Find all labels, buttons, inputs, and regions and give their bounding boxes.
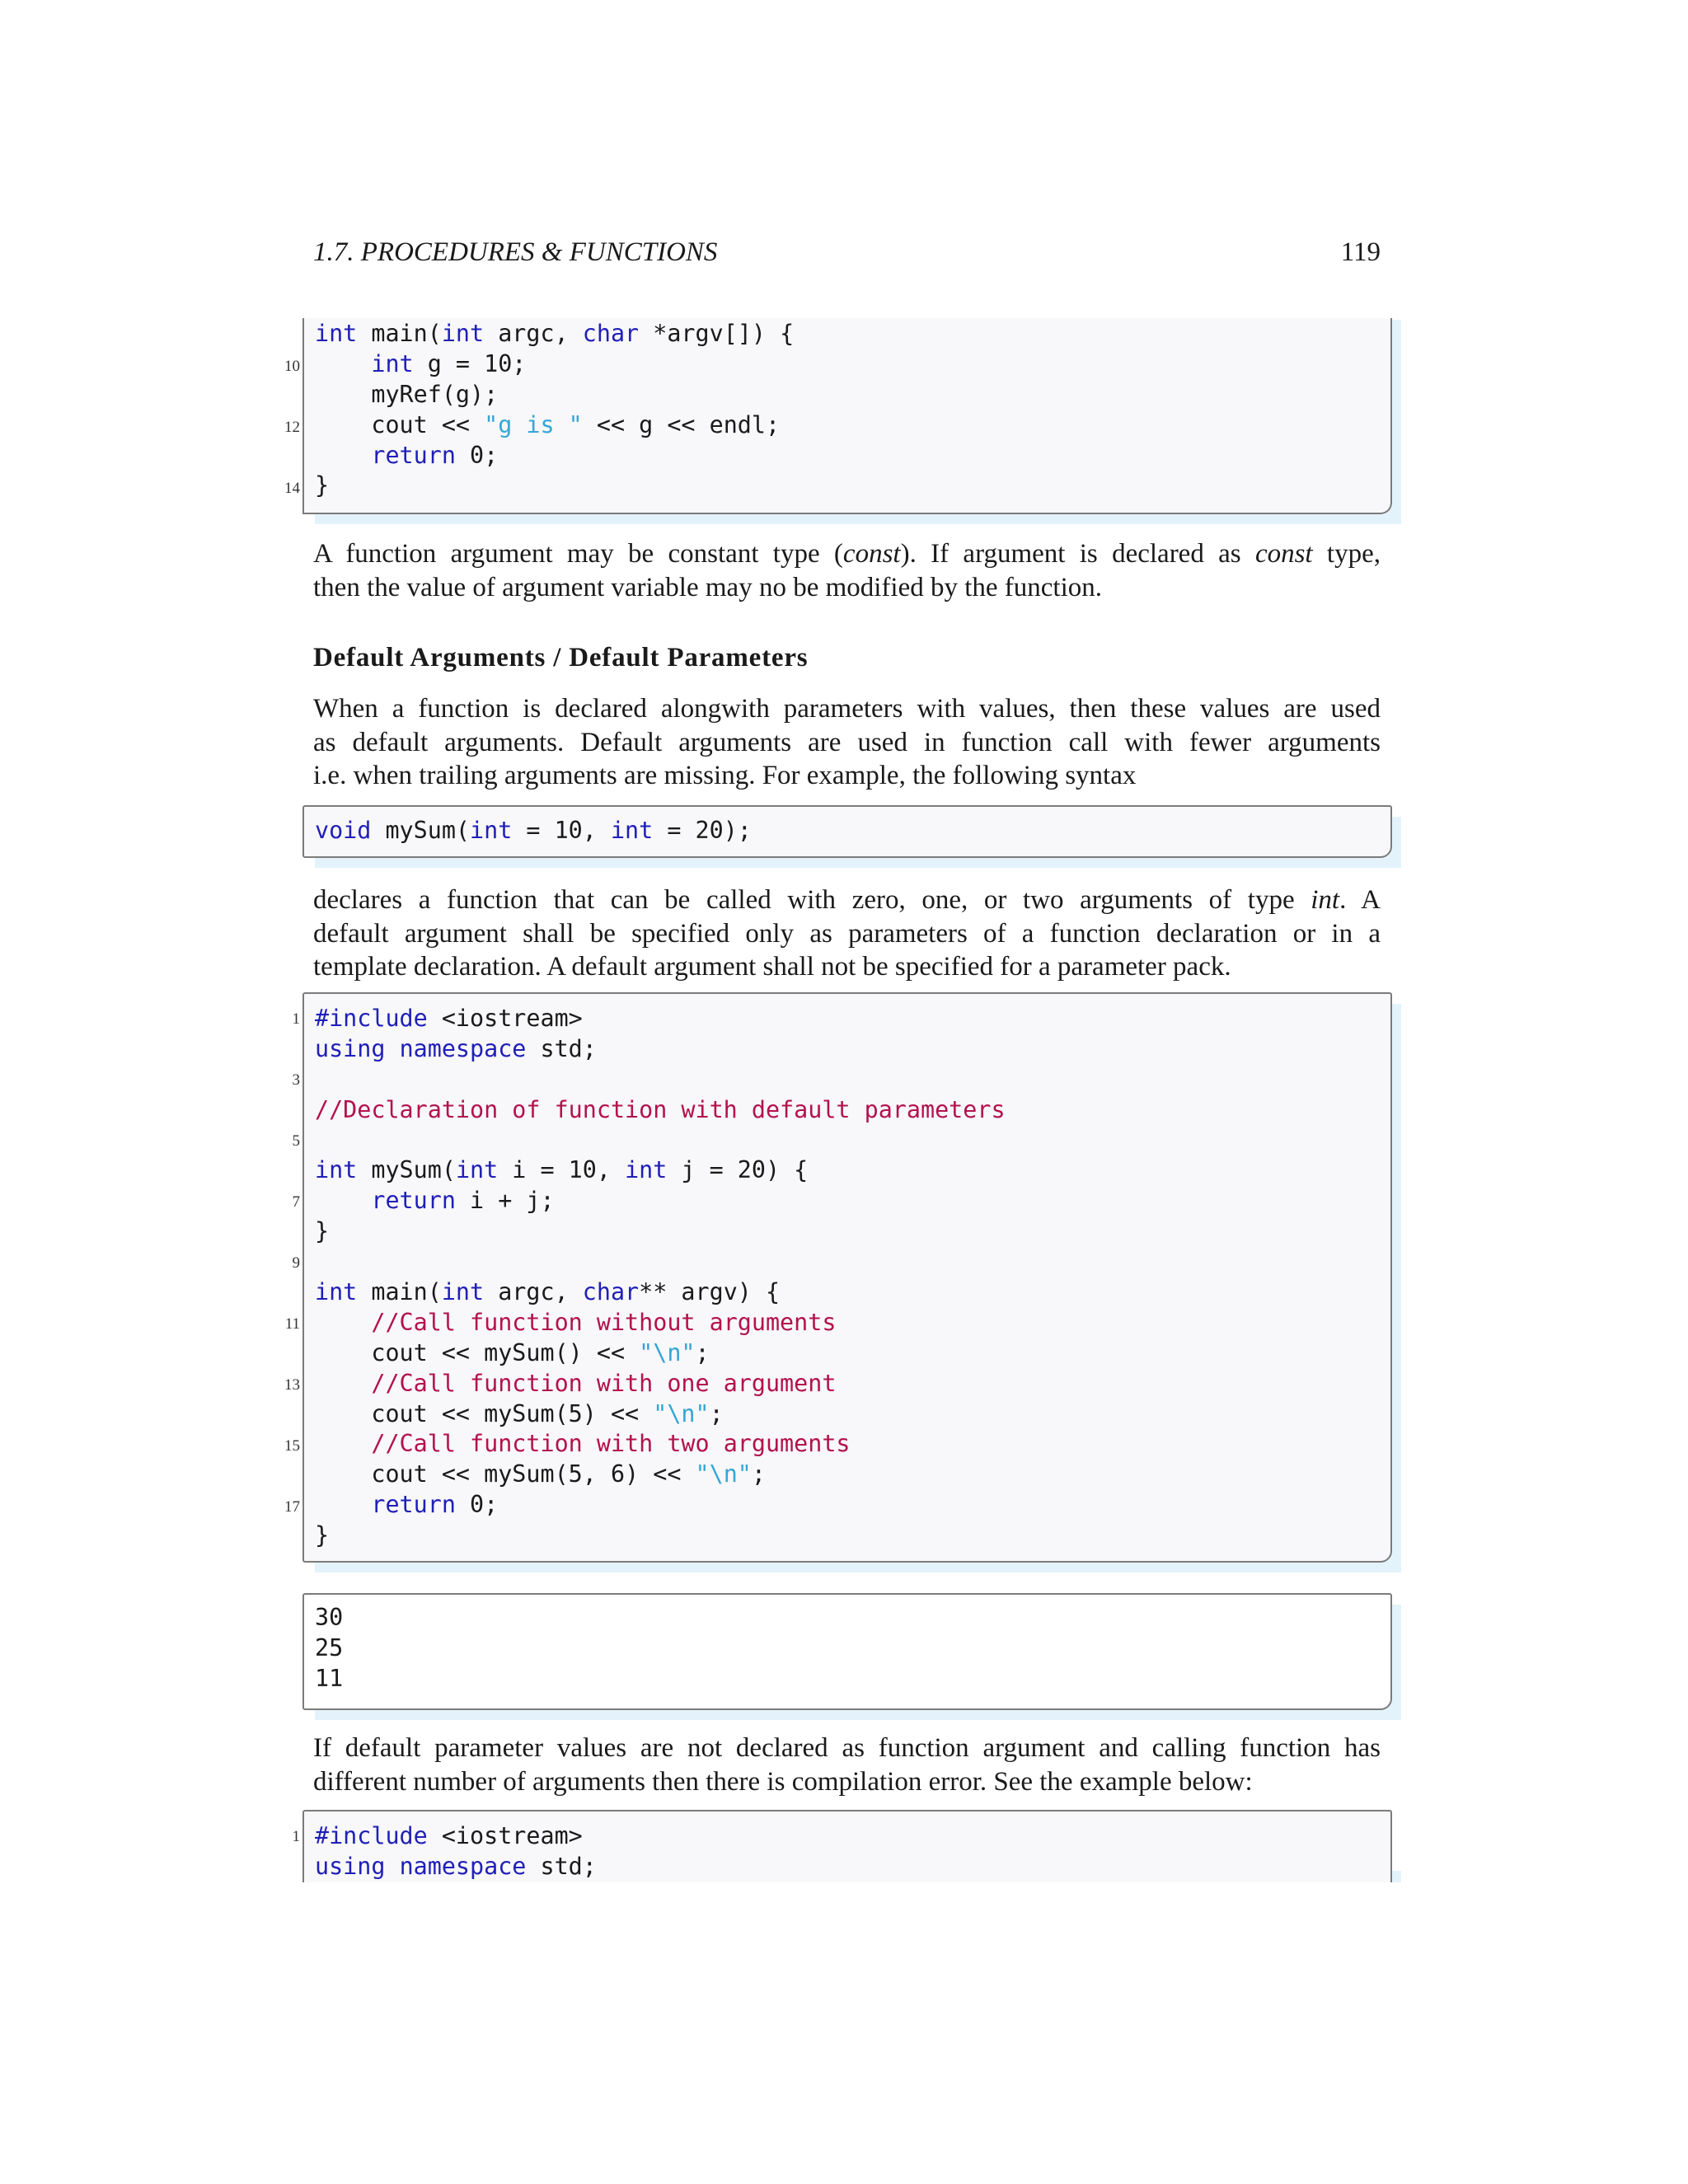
code-string: "\n": [639, 1338, 696, 1366]
code-keyword: return: [371, 1187, 456, 1215]
code-line: [315, 380, 794, 410]
code-token: ;: [709, 1399, 724, 1427]
line-number: 12: [284, 419, 300, 436]
code-string: "\n": [653, 1399, 710, 1427]
text-run: declares a function that can be called with zero, one, or two arguments of type: [313, 885, 1311, 915]
code-keyword: return: [371, 441, 456, 469]
code-token: myRef(g);: [315, 380, 499, 408]
text-run: ). If argument is declared as: [900, 539, 1255, 569]
code-text-listing2: [315, 816, 752, 846]
code-token: }: [315, 471, 330, 499]
paragraph-const-arguments: [313, 537, 1381, 604]
line-number: 14: [284, 480, 300, 497]
line-numbers-listing1: [272, 318, 300, 514]
code-line: [315, 1004, 1006, 1034]
code-token: ** argv) {: [639, 1278, 781, 1306]
code-line: [315, 441, 794, 471]
code-line: [315, 1126, 1006, 1156]
code-token: mySum(: [371, 817, 471, 844]
code-line: [315, 1155, 1006, 1186]
text-run: type,: [1312, 539, 1381, 569]
code-token: j = 20) {: [667, 1156, 809, 1184]
program-output-box: [302, 1593, 1392, 1710]
code-keyword: void: [315, 817, 372, 844]
code-line: [315, 1308, 1006, 1338]
code-token: argc,: [484, 320, 583, 347]
code-token: [315, 350, 371, 377]
code-token: 25: [315, 1633, 344, 1661]
code-token: [315, 1309, 371, 1336]
text-run-italic: const: [842, 539, 901, 569]
code-token: [315, 1491, 371, 1518]
code-keyword: int: [441, 1278, 485, 1306]
line-number: 15: [284, 1437, 300, 1455]
text-run: . A: [1339, 885, 1381, 915]
paragraph-default-arguments-intro: [313, 692, 1381, 793]
code-line: [315, 1034, 1006, 1065]
code-line: [315, 1216, 1006, 1247]
code-token: }: [315, 1217, 330, 1245]
code-line: [315, 1277, 1006, 1308]
code-token: *argv[]) {: [639, 320, 795, 347]
code-keyword: int: [470, 817, 513, 844]
code-line: [315, 349, 794, 380]
code-line: [315, 410, 794, 441]
code-token: = 20);: [653, 817, 752, 844]
code-line: [315, 1247, 1006, 1277]
code-line: [315, 1338, 1006, 1369]
code-token: ;: [751, 1460, 766, 1488]
code-keyword: char: [582, 320, 640, 347]
code-keyword: namespace: [399, 1034, 527, 1062]
code-string: "\n": [695, 1460, 752, 1488]
subsection-heading: Default Arguments / Default Parameters: [313, 643, 809, 673]
code-line: [315, 816, 752, 846]
code-keyword: char: [582, 1278, 640, 1306]
code-token: main(: [357, 1278, 442, 1306]
code-token: argc,: [484, 1278, 583, 1306]
running-head: [313, 237, 1381, 274]
code-keyword: #include: [315, 1822, 428, 1849]
section-title: 1.7. PROCEDURES & FUNCTIONS: [313, 237, 718, 267]
code-keyword: using: [315, 1852, 386, 1880]
code-keyword: namespace: [399, 1852, 527, 1880]
line-number: 3: [292, 1071, 300, 1089]
code-keyword: int: [315, 320, 358, 347]
code-token: [385, 1853, 399, 1880]
text-run: A function argument may be constant type (: [313, 539, 843, 569]
line-number: 17: [284, 1498, 300, 1516]
text-line: template declaration. A default argument shall not be specified for a parameter pack.: [313, 952, 1231, 982]
program-output-text: [315, 1603, 343, 1694]
code-keyword: #include: [315, 1005, 428, 1032]
text-line: When a function is declared alongwith parameters with values, then these values are used: [313, 694, 1381, 724]
code-comment: //Call function without arguments: [371, 1308, 837, 1336]
code-token: cout << mySum() <<: [315, 1338, 640, 1366]
code-line: [315, 1065, 1006, 1095]
code-token: mySum(: [357, 1156, 456, 1184]
code-line: [315, 1369, 1006, 1399]
code-keyword: int: [610, 817, 654, 844]
paragraph-compilation-error: [313, 1732, 1381, 1798]
code-token: [385, 1035, 399, 1062]
text-line: as default arguments. Default arguments are used in function call with fewer arguments: [313, 727, 1381, 757]
line-number: 1: [292, 1828, 300, 1845]
code-keyword: using: [315, 1034, 386, 1062]
code-line: [315, 1633, 343, 1664]
line-number: 13: [284, 1376, 300, 1394]
code-token: main(: [357, 320, 442, 347]
code-token: [315, 442, 371, 469]
code-line: [315, 1186, 1006, 1216]
code-token: i = 10,: [498, 1156, 626, 1184]
text-line: default argument shall be specified only as parameters of a function declaration or in a: [313, 918, 1381, 949]
code-token: 30: [315, 1604, 344, 1631]
code-keyword: int: [455, 1156, 499, 1184]
paragraph-default-arguments-rules: [313, 883, 1381, 984]
code-token: 11: [315, 1664, 344, 1692]
line-number: 11: [284, 1315, 300, 1333]
code-text-listing3: [315, 1004, 1006, 1551]
code-token: g = 10;: [413, 349, 527, 377]
line-numbers-listing4: [272, 1810, 300, 1882]
code-token: }: [315, 1521, 330, 1549]
code-token: cout << mySum(5, 6) <<: [315, 1460, 696, 1488]
code-line: [315, 471, 794, 501]
code-line: [315, 1490, 1006, 1521]
code-token: [315, 1370, 371, 1397]
code-line: [315, 319, 794, 349]
code-line: [315, 1095, 1006, 1126]
code-line: [315, 1664, 343, 1694]
text-run-italic: const: [1254, 539, 1313, 569]
line-number: 5: [292, 1132, 300, 1150]
code-line: [315, 1603, 343, 1633]
text-run-italic: int: [1311, 885, 1340, 915]
text-line: i.e. when trailing arguments are missing. For example, the following syntax: [313, 761, 1137, 790]
line-number: 10: [284, 358, 300, 375]
code-token: <iostream>: [427, 1005, 583, 1032]
code-keyword: return: [371, 1491, 456, 1519]
code-comment: //Declaration of function with default parameters: [315, 1095, 1006, 1123]
code-token: 0;: [455, 441, 499, 469]
code-text-listing1: [315, 319, 794, 501]
code-line: [315, 1399, 1006, 1430]
code-line: [315, 1821, 597, 1852]
code-token: [315, 1187, 371, 1214]
code-line: [315, 1852, 597, 1882]
code-keyword: int: [441, 320, 485, 347]
code-line: [315, 1460, 1006, 1490]
code-token: ;: [695, 1338, 710, 1366]
code-keyword: int: [625, 1156, 668, 1184]
code-comment: //Call function with one argument: [371, 1369, 837, 1397]
code-token: << g << endl;: [582, 410, 781, 438]
code-token: cout << mySum(5) <<: [315, 1399, 654, 1427]
line-number: 1: [292, 1010, 300, 1028]
page-number: 119: [1340, 237, 1381, 267]
code-line: [315, 1521, 1006, 1551]
code-token: i + j;: [455, 1187, 555, 1215]
code-string: "g is ": [484, 410, 583, 438]
line-number: 7: [292, 1193, 300, 1211]
line-number: 9: [292, 1254, 300, 1272]
code-token: cout <<: [315, 410, 485, 438]
code-token: <iostream>: [427, 1822, 583, 1849]
code-token: std;: [526, 1034, 597, 1062]
code-token: 0;: [455, 1491, 499, 1519]
code-token: [315, 1430, 371, 1457]
code-keyword: int: [315, 1278, 358, 1306]
line-numbers-listing3: [272, 992, 300, 1563]
code-comment: //Call function with two arguments: [371, 1430, 851, 1458]
code-token: = 10,: [512, 817, 611, 844]
text-line: different number of arguments then there is compilation error. See the example below:: [313, 1766, 1253, 1797]
code-keyword: int: [315, 1156, 358, 1184]
text-line: then the value of argument variable may no be modified by the function.: [313, 572, 1103, 602]
code-keyword: int: [371, 349, 414, 377]
code-text-listing4: [315, 1821, 597, 1882]
code-line: [315, 1429, 1006, 1460]
code-token: std;: [526, 1852, 597, 1880]
text-line: If default parameter values are not declared as function argument and calling function has: [313, 1733, 1381, 1763]
